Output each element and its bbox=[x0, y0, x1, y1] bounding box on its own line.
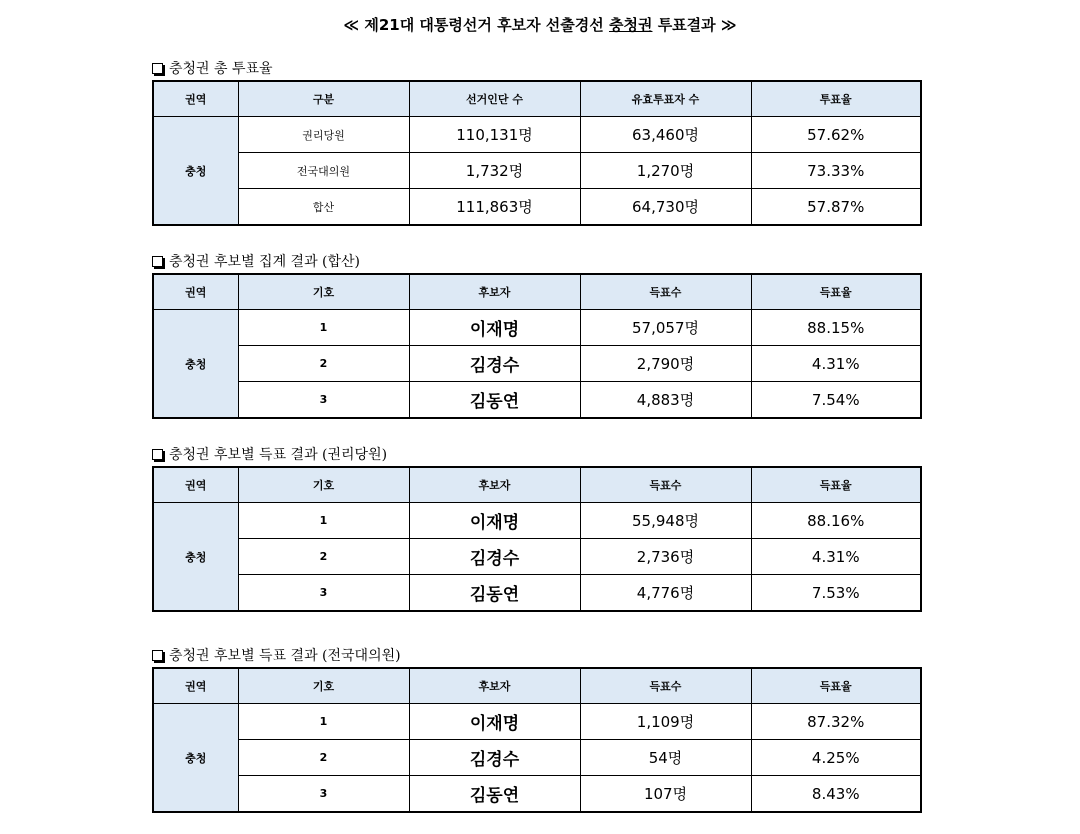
number-cell: 3 bbox=[238, 382, 409, 419]
votes-cell: 4,883명 bbox=[580, 382, 751, 419]
number-cell: 1 bbox=[238, 310, 409, 346]
candidate-cell: 김경수 bbox=[409, 740, 580, 776]
rate-cell: 57.87% bbox=[751, 189, 921, 226]
rate-cell: 4.25% bbox=[751, 740, 921, 776]
votes-cell: 1,109명 bbox=[580, 704, 751, 740]
column-header: 유효투표자 수 bbox=[580, 81, 751, 117]
number-cell: 3 bbox=[238, 575, 409, 612]
voters-cell: 63,460명 bbox=[580, 117, 751, 153]
column-header: 득표수 bbox=[580, 467, 751, 503]
column-header: 득표율 bbox=[751, 274, 921, 310]
column-header: 권역 bbox=[153, 274, 238, 310]
members-section bbox=[152, 446, 920, 612]
table-header-row bbox=[153, 274, 921, 310]
column-header: 후보자 bbox=[409, 467, 580, 503]
turnout-section bbox=[152, 60, 920, 226]
title-underlined: 충청권 bbox=[608, 16, 653, 34]
rate-cell: 4.31% bbox=[751, 346, 921, 382]
combined-table bbox=[152, 273, 922, 419]
turnout-table bbox=[152, 80, 922, 226]
electors-cell: 110,131명 bbox=[409, 117, 580, 153]
table-row bbox=[153, 776, 921, 813]
column-header: 권역 bbox=[153, 467, 238, 503]
column-header: 기호 bbox=[238, 467, 409, 503]
column-header: 후보자 bbox=[409, 274, 580, 310]
category-cell: 권리당원 bbox=[238, 117, 409, 153]
candidate-cell: 이재명 bbox=[409, 704, 580, 740]
table-row bbox=[153, 503, 921, 539]
checkbox-icon bbox=[152, 449, 163, 460]
table-row bbox=[153, 189, 921, 226]
rate-cell: 88.15% bbox=[751, 310, 921, 346]
table-header-row bbox=[153, 668, 921, 704]
votes-cell: 2,736명 bbox=[580, 539, 751, 575]
voters-cell: 1,270명 bbox=[580, 153, 751, 189]
number-cell: 2 bbox=[238, 539, 409, 575]
number-cell: 1 bbox=[238, 704, 409, 740]
rate-cell: 57.62% bbox=[751, 117, 921, 153]
region-cell: 충청 bbox=[153, 310, 238, 419]
candidate-cell: 김동연 bbox=[409, 776, 580, 813]
electors-cell: 111,863명 bbox=[409, 189, 580, 226]
number-cell: 2 bbox=[238, 346, 409, 382]
column-header: 득표율 bbox=[751, 467, 921, 503]
candidate-cell: 김경수 bbox=[409, 346, 580, 382]
rate-cell: 87.32% bbox=[751, 704, 921, 740]
region-cell: 충청 bbox=[153, 503, 238, 612]
column-header: 득표율 bbox=[751, 668, 921, 704]
votes-cell: 2,790명 bbox=[580, 346, 751, 382]
column-header: 기호 bbox=[238, 274, 409, 310]
table-row bbox=[153, 539, 921, 575]
rate-cell: 88.16% bbox=[751, 503, 921, 539]
section-heading: 충청권 총 투표율 bbox=[152, 60, 920, 80]
section-heading: 충청권 후보별 집계 결과 (합산) bbox=[152, 253, 920, 273]
votes-cell: 54명 bbox=[580, 740, 751, 776]
section-heading: 충청권 후보별 득표 결과 (전국대의원) bbox=[152, 647, 920, 667]
voters-cell: 64,730명 bbox=[580, 189, 751, 226]
votes-cell: 57,057명 bbox=[580, 310, 751, 346]
members-table bbox=[152, 466, 922, 612]
table-row bbox=[153, 382, 921, 419]
table-row bbox=[153, 704, 921, 740]
delegates-table bbox=[152, 667, 922, 813]
column-header: 투표율 bbox=[751, 81, 921, 117]
title-suffix: 투표결과 ≫ bbox=[652, 16, 737, 34]
column-header: 후보자 bbox=[409, 668, 580, 704]
rate-cell: 8.43% bbox=[751, 776, 921, 813]
page-title bbox=[0, 14, 1080, 35]
table-header-row bbox=[153, 81, 921, 117]
votes-cell: 4,776명 bbox=[580, 575, 751, 612]
rate-cell: 4.31% bbox=[751, 539, 921, 575]
number-cell: 2 bbox=[238, 740, 409, 776]
combined-section bbox=[152, 253, 920, 419]
region-cell: 충청 bbox=[153, 117, 238, 226]
votes-cell: 55,948명 bbox=[580, 503, 751, 539]
table-row bbox=[153, 117, 921, 153]
checkbox-icon bbox=[152, 650, 163, 661]
number-cell: 1 bbox=[238, 503, 409, 539]
delegates-section bbox=[152, 647, 920, 813]
column-header: 기호 bbox=[238, 668, 409, 704]
checkbox-icon bbox=[152, 63, 163, 74]
candidate-cell: 이재명 bbox=[409, 310, 580, 346]
number-cell: 3 bbox=[238, 776, 409, 813]
title-prefix: ≪ 제21대 대통령선거 후보자 선출경선 bbox=[343, 16, 609, 34]
candidate-cell: 김경수 bbox=[409, 539, 580, 575]
category-cell: 합산 bbox=[238, 189, 409, 226]
column-header: 선거인단 수 bbox=[409, 81, 580, 117]
votes-cell: 107명 bbox=[580, 776, 751, 813]
table-row bbox=[153, 740, 921, 776]
column-header: 구분 bbox=[238, 81, 409, 117]
checkbox-icon bbox=[152, 256, 163, 267]
column-header: 득표수 bbox=[580, 274, 751, 310]
table-row bbox=[153, 346, 921, 382]
candidate-cell: 김동연 bbox=[409, 382, 580, 419]
column-header: 득표수 bbox=[580, 668, 751, 704]
region-cell: 충청 bbox=[153, 704, 238, 813]
electors-cell: 1,732명 bbox=[409, 153, 580, 189]
rate-cell: 7.53% bbox=[751, 575, 921, 612]
category-cell: 전국대의원 bbox=[238, 153, 409, 189]
table-row bbox=[153, 153, 921, 189]
table-header-row bbox=[153, 467, 921, 503]
rate-cell: 7.54% bbox=[751, 382, 921, 419]
table-row bbox=[153, 575, 921, 612]
candidate-cell: 김동연 bbox=[409, 575, 580, 612]
candidate-cell: 이재명 bbox=[409, 503, 580, 539]
column-header: 권역 bbox=[153, 81, 238, 117]
table-row bbox=[153, 310, 921, 346]
rate-cell: 73.33% bbox=[751, 153, 921, 189]
section-heading: 충청권 후보별 득표 결과 (권리당원) bbox=[152, 446, 920, 466]
column-header: 권역 bbox=[153, 668, 238, 704]
